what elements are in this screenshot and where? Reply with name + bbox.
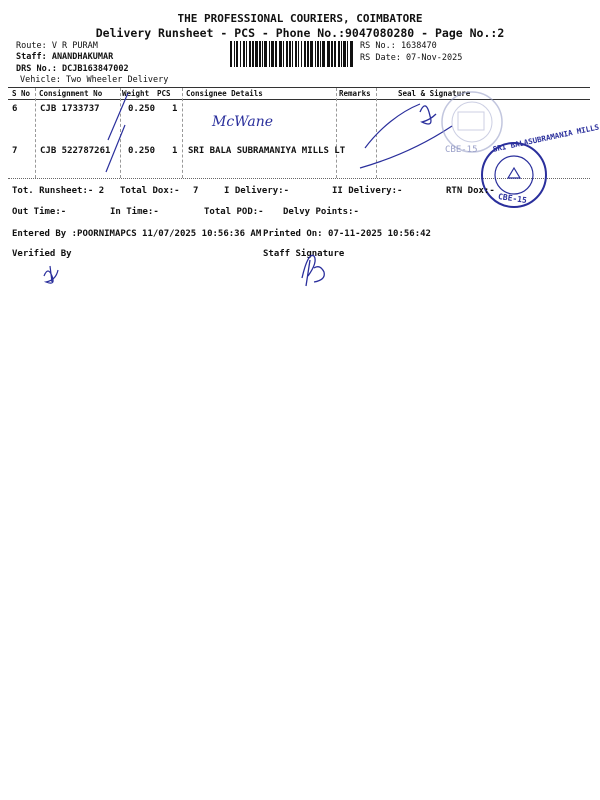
row-weight: 0.250 [128,146,156,156]
in-time: In Time:- [110,207,159,217]
row-sno: 6 [12,104,18,114]
total-pod: Total POD:- [204,207,264,217]
runsheet-title: Delivery Runsheet - PCS - Phone No.:9047080280 - Page No.:2 [95,26,505,40]
total-dox: Total Dox:- [120,186,180,196]
col-consignment: Consignment No [39,89,103,98]
row-consignment: CJB 522787261 [40,146,111,156]
faded-stamp-text: CBE-15 [445,145,478,155]
vehicle: Vehicle: Two Wheeler Delivery [20,75,169,85]
drs-number: DRS No.: DCJB163847002 [16,64,129,74]
row-consignee: SRI BALA SUBRAMANIYA MILLS LT [188,146,346,156]
total-dox-value: 7 [193,186,199,196]
col-seal: Seal & Signature [398,89,471,98]
verified-by: Verified By [12,249,72,259]
entered-by: Entered By :POORNIMAPCS 11/07/2025 10:56:36 AM [12,229,262,239]
seal-text-top: SRI BALASUBRAMANIA MILLS [492,122,600,154]
verified-signature [38,262,68,286]
staff-signature [296,248,336,288]
printed-on: Printed On: 07-11-2025 10:56:42 [263,229,431,239]
route: Route: V R PURAM [16,41,98,51]
tot-runsheet: Tot. Runsheet:- 2 [12,186,105,196]
row-pcs: 1 [172,104,178,114]
col-weight: Weight [122,89,150,98]
col-sno: S No [12,89,31,98]
rs-date: RS Date: 07-Nov-2025 [360,53,463,63]
row-pcs: 1 [172,146,178,156]
seal-text-bottom: CBE-15 [497,192,528,205]
col-remarks: Remarks [339,89,371,98]
col-consignee: Consignee Details [186,89,263,98]
delvy-points: Delvy Points:- [283,207,359,217]
handwritten-receiver: McWane [212,114,273,130]
staff-signature-label: Staff Signature [263,249,345,259]
i-delivery: I Delivery:- [224,186,290,196]
out-time: Out Time:- [12,207,67,217]
company-name: THE PROFESSIONAL COURIERS, COIMBATORE [177,12,423,25]
row-weight: 0.250 [128,104,156,114]
col-pcs: PCS [157,89,171,98]
row-consignment: CJB 1733737 [40,104,100,114]
rtn-dox: RTN Dox:- [446,186,495,196]
row-sno: 7 [12,146,18,156]
staff: Staff: ANANDHAKUMAR [16,52,114,62]
rs-number: RS No.: 1638470 [360,41,437,51]
ii-delivery: II Delivery:- [332,186,403,196]
